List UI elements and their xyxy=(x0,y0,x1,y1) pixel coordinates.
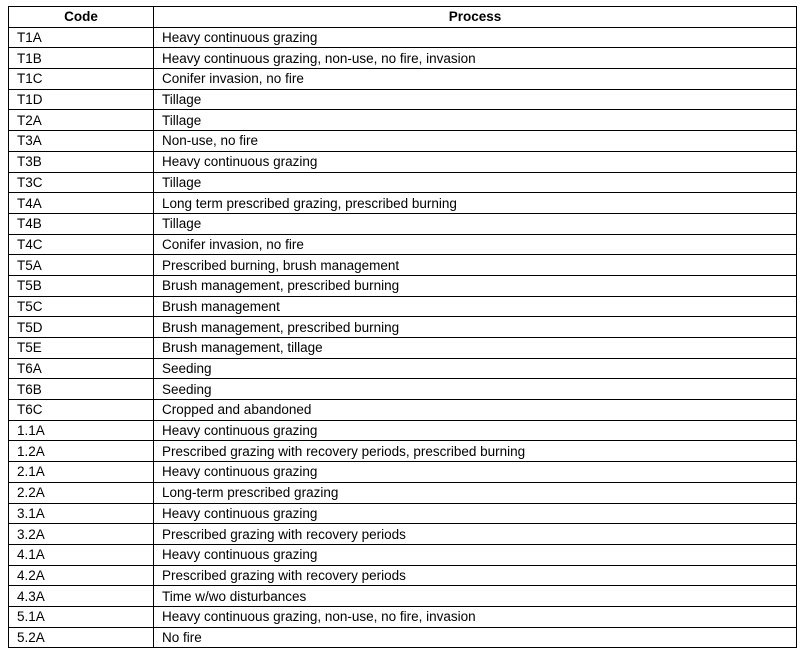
cell-process: Seeding xyxy=(154,379,797,400)
table-row xyxy=(9,503,797,524)
cell-code: 3.1A xyxy=(9,503,154,524)
table-row xyxy=(9,420,797,441)
cell-code: T1A xyxy=(9,27,154,48)
cell-code: T3B xyxy=(9,151,154,172)
cell-code: T4B xyxy=(9,213,154,234)
cell-code: 5.2A xyxy=(9,627,154,648)
table-row xyxy=(9,441,797,462)
table-row xyxy=(9,27,797,48)
cell-process: Conifer invasion, no fire xyxy=(154,69,797,90)
cell-process: Heavy continuous grazing xyxy=(154,420,797,441)
cell-code: 1.1A xyxy=(9,420,154,441)
table-row xyxy=(9,131,797,152)
cell-process: Seeding xyxy=(154,358,797,379)
table-row xyxy=(9,151,797,172)
cell-process: Prescribed grazing with recovery periods xyxy=(154,524,797,545)
cell-process: Brush management, tillage xyxy=(154,338,797,359)
cell-code: 4.2A xyxy=(9,565,154,586)
table-row xyxy=(9,358,797,379)
cell-code: 4.3A xyxy=(9,586,154,607)
table-row xyxy=(9,379,797,400)
cell-process: Tillage xyxy=(154,213,797,234)
table-row xyxy=(9,606,797,627)
cell-code: T6A xyxy=(9,358,154,379)
cell-code: T3A xyxy=(9,131,154,152)
table-row xyxy=(9,524,797,545)
cell-code: T2A xyxy=(9,110,154,131)
cell-code: T1B xyxy=(9,48,154,69)
cell-code: T3C xyxy=(9,172,154,193)
cell-code: 4.1A xyxy=(9,544,154,565)
cell-process: Long term prescribed grazing, prescribed burning xyxy=(154,193,797,214)
table-row xyxy=(9,317,797,338)
cell-code: T1D xyxy=(9,89,154,110)
cell-code: T1C xyxy=(9,69,154,90)
table-row xyxy=(9,586,797,607)
table-row xyxy=(9,482,797,503)
cell-process: No fire xyxy=(154,627,797,648)
cell-code: 2.2A xyxy=(9,482,154,503)
cell-process: Non-use, no fire xyxy=(154,131,797,152)
table-row xyxy=(9,110,797,131)
cell-code: 3.2A xyxy=(9,524,154,545)
cell-process: Prescribed grazing with recovery periods, prescribed burning xyxy=(154,441,797,462)
column-header-code: Code xyxy=(9,7,154,28)
cell-process: Heavy continuous grazing, non-use, no fire, invasion xyxy=(154,48,797,69)
cell-code: T5B xyxy=(9,275,154,296)
table-row xyxy=(9,296,797,317)
table-body xyxy=(9,27,797,648)
cell-process: Brush management, prescribed burning xyxy=(154,317,797,338)
table-row xyxy=(9,400,797,421)
cell-process: Prescribed burning, brush management xyxy=(154,255,797,276)
cell-code: T4A xyxy=(9,193,154,214)
cell-process: Long-term prescribed grazing xyxy=(154,482,797,503)
cell-code: 2.1A xyxy=(9,462,154,483)
cell-process: Conifer invasion, no fire xyxy=(154,234,797,255)
cell-code: T5E xyxy=(9,338,154,359)
table-row xyxy=(9,544,797,565)
cell-process: Tillage xyxy=(154,172,797,193)
code-process-table xyxy=(8,6,797,648)
cell-code: 1.2A xyxy=(9,441,154,462)
cell-code: T5C xyxy=(9,296,154,317)
table-row xyxy=(9,275,797,296)
cell-process: Heavy continuous grazing xyxy=(154,544,797,565)
cell-process: Heavy continuous grazing xyxy=(154,27,797,48)
table-row xyxy=(9,338,797,359)
cell-process: Prescribed grazing with recovery periods xyxy=(154,565,797,586)
table-row xyxy=(9,565,797,586)
cell-code: T6C xyxy=(9,400,154,421)
cell-code: 5.1A xyxy=(9,606,154,627)
cell-process: Tillage xyxy=(154,110,797,131)
cell-process: Heavy continuous grazing, non-use, no fire, invasion xyxy=(154,606,797,627)
cell-process: Brush management, prescribed burning xyxy=(154,275,797,296)
table-row xyxy=(9,462,797,483)
table-row xyxy=(9,193,797,214)
cell-process: Heavy continuous grazing xyxy=(154,503,797,524)
table-row xyxy=(9,255,797,276)
table-row xyxy=(9,234,797,255)
table-row xyxy=(9,172,797,193)
cell-process: Tillage xyxy=(154,89,797,110)
table-row xyxy=(9,213,797,234)
cell-code: T4C xyxy=(9,234,154,255)
cell-code: T5A xyxy=(9,255,154,276)
table-row xyxy=(9,69,797,90)
cell-code: T5D xyxy=(9,317,154,338)
table-row xyxy=(9,627,797,648)
column-header-process: Process xyxy=(154,7,797,28)
cell-process: Brush management xyxy=(154,296,797,317)
table-row xyxy=(9,89,797,110)
cell-code: T6B xyxy=(9,379,154,400)
cell-process: Heavy continuous grazing xyxy=(154,462,797,483)
cell-process: Cropped and abandoned xyxy=(154,400,797,421)
table-row xyxy=(9,48,797,69)
table-header-row xyxy=(9,7,797,28)
cell-process: Heavy continuous grazing xyxy=(154,151,797,172)
cell-process: Time w/wo disturbances xyxy=(154,586,797,607)
